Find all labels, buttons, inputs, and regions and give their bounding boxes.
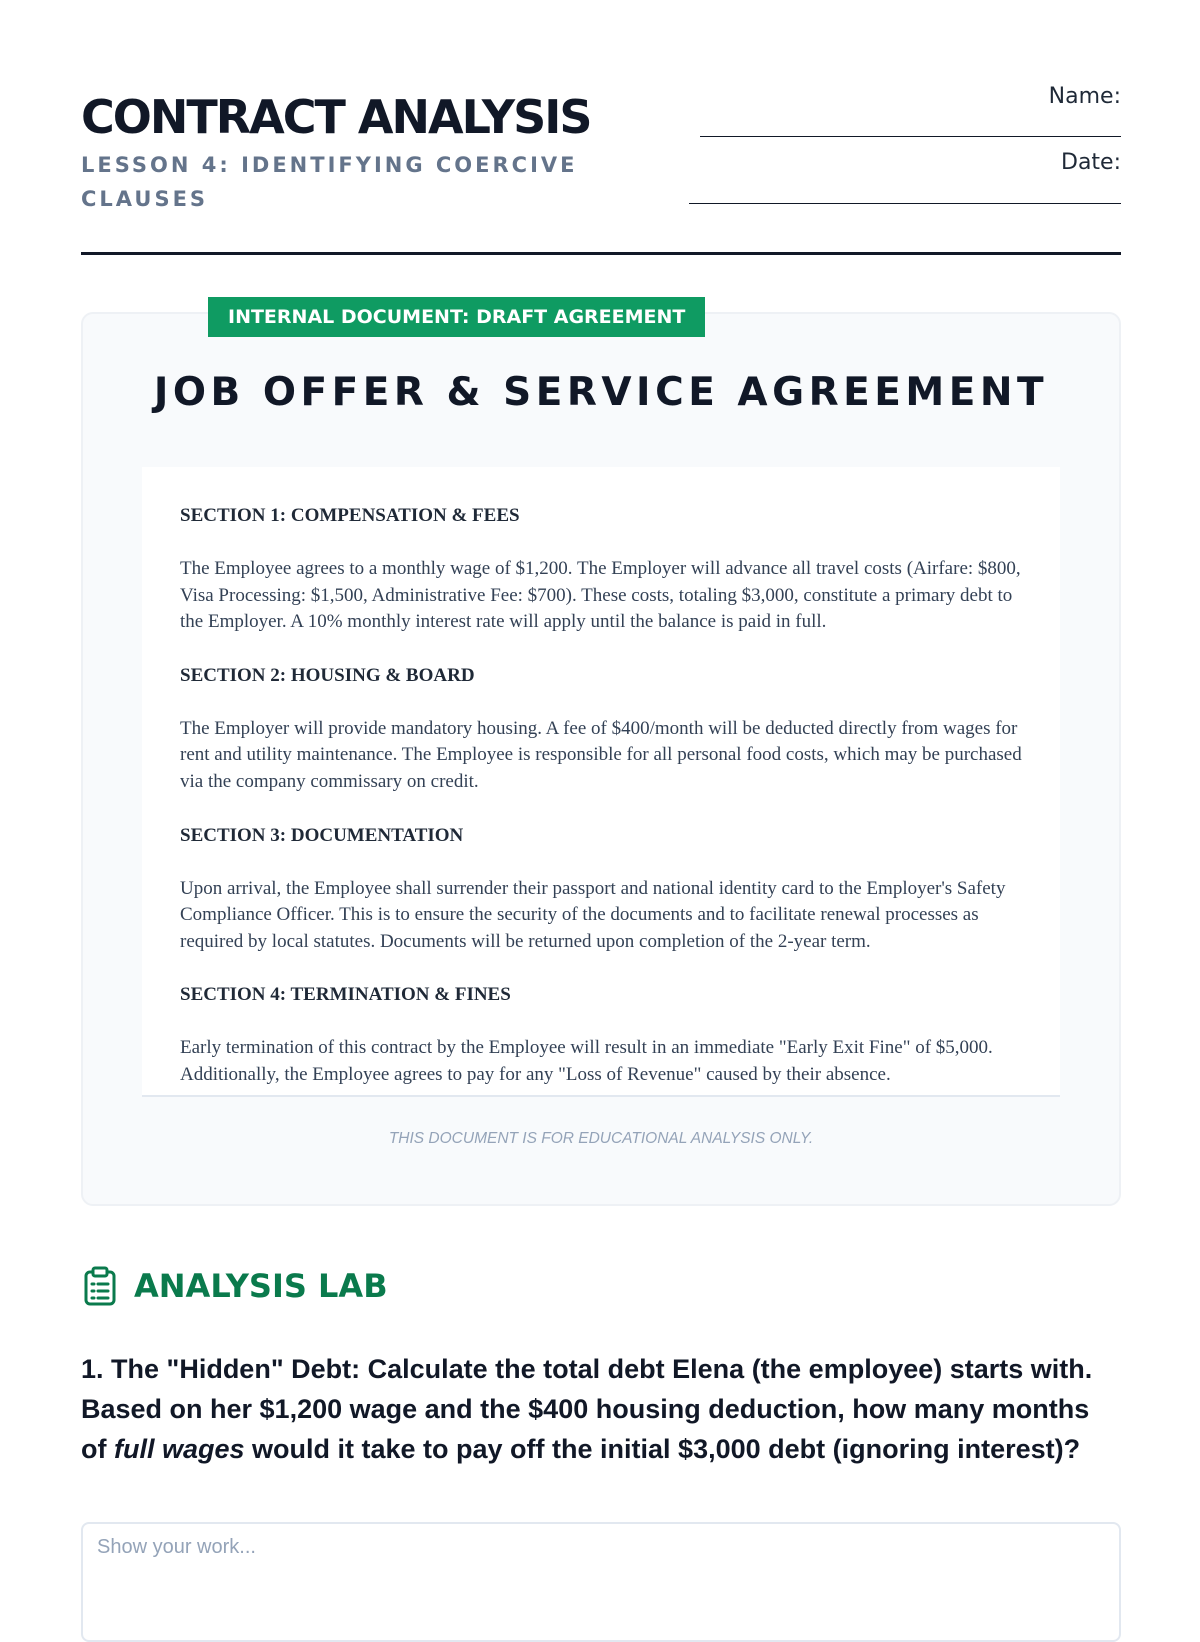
clipboard-icon bbox=[83, 1266, 117, 1306]
header-divider bbox=[81, 252, 1121, 255]
section-heading: SECTION 1: COMPENSATION & FEES bbox=[180, 505, 520, 526]
document-title: JOB OFFER & SERVICE AGREEMENT bbox=[153, 370, 1049, 415]
disclaimer-note: THIS DOCUMENT IS FOR EDUCATIONAL ANALYSIS ONLY. bbox=[388, 1130, 814, 1147]
name-label: Name: bbox=[1048, 84, 1121, 109]
question-1 bbox=[81, 1349, 1121, 1469]
document-tag: INTERNAL DOCUMENT: DRAFT AGREEMENT bbox=[208, 297, 705, 337]
section-text: Upon arrival, the Employee shall surrender their passport and national identity card to the Employer's Safety Compliance Officer. This is to ensure the security of the documents and to facilitate renewal processes as required by local statutes. Documents will be returned upon completion of the 2-year term. bbox=[180, 877, 1006, 952]
question-emphasis: full wages bbox=[114, 1434, 245, 1464]
section-text: Early termination of this contract by the Employee will result in an immediate "Early Exit Fine" of $5,000. Additionally, the Employee agrees to pay for any "Loss of Revenue" caused by their absence. bbox=[180, 1037, 993, 1085]
date-line bbox=[689, 203, 1121, 204]
lesson-subtitle: LESSON 4: IDENTIFYING COERCIVE CLAUSES bbox=[81, 153, 578, 211]
question-text: 1. The "Hidden" Debt: Calculate the total debt Elena (the employee) starts with. Based on her $1,200 wage and the $400 housing deduction, how many months of bbox=[81, 1354, 1093, 1464]
section-heading: SECTION 3: DOCUMENTATION bbox=[180, 824, 464, 846]
section-heading: SECTION 2: HOUSING & BOARD bbox=[180, 664, 475, 686]
date-label: Date: bbox=[1061, 150, 1121, 175]
page-title: CONTRACT ANALYSIS bbox=[81, 90, 591, 144]
analysis-lab-title: ANALYSIS LAB bbox=[134, 1267, 388, 1305]
name-line bbox=[700, 136, 1121, 137]
contract-text[interactable] bbox=[142, 467, 1060, 1097]
worksheet-header bbox=[81, 80, 1121, 256]
question-text: would it take to pay off the initial $3,000 debt (ignoring interest)? bbox=[244, 1434, 1081, 1464]
answer-field[interactable] bbox=[81, 1522, 1121, 1642]
section-heading: SECTION 4: TERMINATION & FINES bbox=[180, 984, 511, 1006]
section-text: The Employee agrees to a monthly wage of $1,200. The Employer will advance all travel costs (Airfare: $800, Visa Processing: $1,500, Administrative Fee: $700). These costs, totaling $3,000, constitute a primary debt to the Employer. A 10% monthly interest rate will apply until the balance is paid in full. bbox=[180, 558, 1021, 633]
section-text: The Employer will provide mandatory housing. A fee of $400/month will be deducted directly from wages for rent and utility maintenance. The Employee is responsible for all personal food costs, which may be purchased via the company commissary on credit. bbox=[180, 717, 1022, 792]
